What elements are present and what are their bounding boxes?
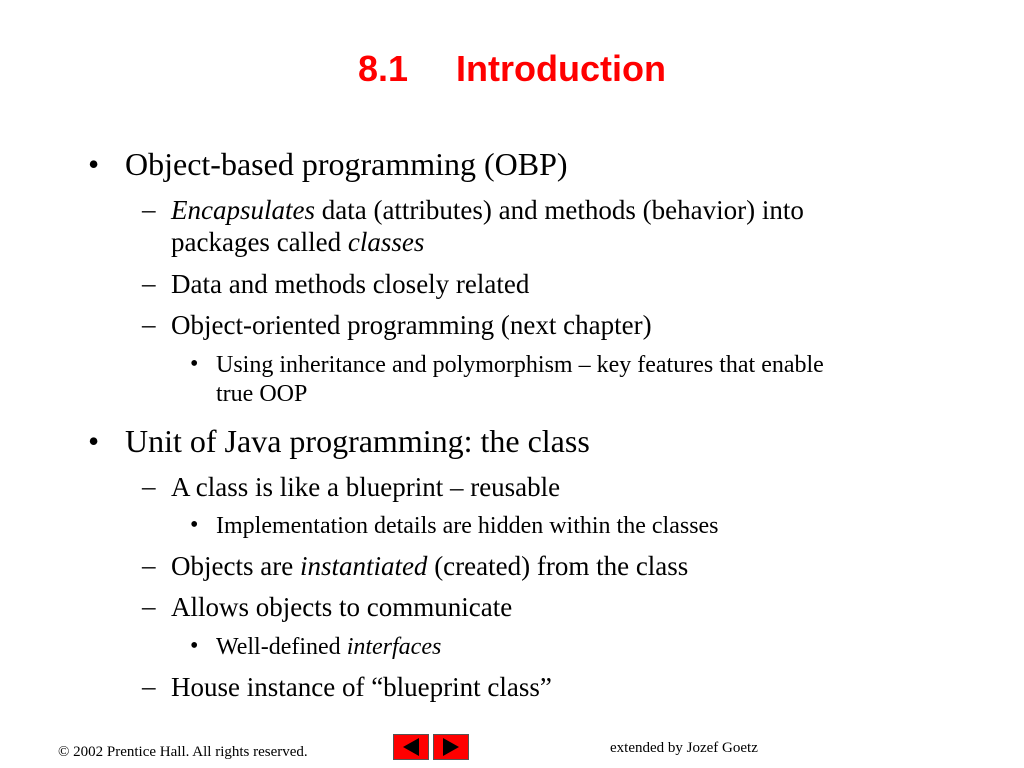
dash-marker: – [142, 591, 156, 621]
bullet-marker: • [190, 633, 199, 659]
bullet-marker: • [88, 146, 100, 182]
sub-bullet-text: A class is like a blueprint – reusable [171, 472, 561, 502]
sub-bullet-text: Object-oriented programming (next chapter) [171, 310, 652, 340]
bullet-marker: • [88, 423, 100, 459]
text-segment: Using inheritance and polymorphism – key features that enable [216, 352, 824, 378]
dash-marker: – [142, 550, 156, 580]
author-credit: extended by Jozef Goetz [610, 740, 758, 756]
dash-marker: – [142, 268, 156, 298]
emphasis: classes [347, 227, 425, 257]
next-slide-button[interactable] [433, 734, 469, 760]
sub-bullet-text [171, 194, 804, 258]
previous-slide-button[interactable] [393, 734, 429, 760]
bullet-text: Unit of Java programming: the class [125, 423, 590, 459]
copyright-notice: © 2002 Prentice Hall. All rights reserved. [58, 744, 308, 760]
right-arrow-icon [434, 735, 468, 759]
sub-sub-bullet-text [216, 633, 441, 662]
sub-bullet-text: House instance of “blueprint class” [171, 672, 552, 702]
text-segment: (created) from the class [427, 551, 689, 581]
text-segment: true OOP [216, 381, 308, 407]
section-title: Introduction [456, 48, 666, 89]
sub-bullet-text: Data and methods closely related [171, 269, 530, 299]
section-number: 8.1 [358, 48, 409, 89]
text-segment: data (attributes) and methods (behavior) into [314, 195, 804, 225]
sub-sub-bullet-text [216, 351, 824, 409]
text-segment: Objects are [171, 551, 300, 581]
dash-marker: – [142, 471, 156, 501]
bullet-marker: • [190, 351, 199, 377]
emphasis: interfaces [346, 634, 442, 660]
dash-marker: – [142, 309, 156, 339]
sub-sub-bullet-text: Implementation details are hidden within the classes [216, 513, 719, 539]
dash-marker: – [142, 671, 156, 701]
sub-bullet-text: Allows objects to communicate [171, 592, 513, 622]
sub-bullet-text [171, 550, 688, 582]
emphasis: Encapsulates [171, 195, 315, 225]
slide-title [0, 48, 1024, 90]
left-arrow-icon [394, 735, 428, 759]
bullet-text: Object-based programming (OBP) [125, 146, 568, 182]
bullet-marker: • [190, 512, 199, 538]
dash-marker: – [142, 194, 156, 224]
text-segment: packages called [171, 227, 348, 257]
text-segment: Well-defined [216, 634, 347, 660]
emphasis: instantiated [299, 551, 428, 581]
